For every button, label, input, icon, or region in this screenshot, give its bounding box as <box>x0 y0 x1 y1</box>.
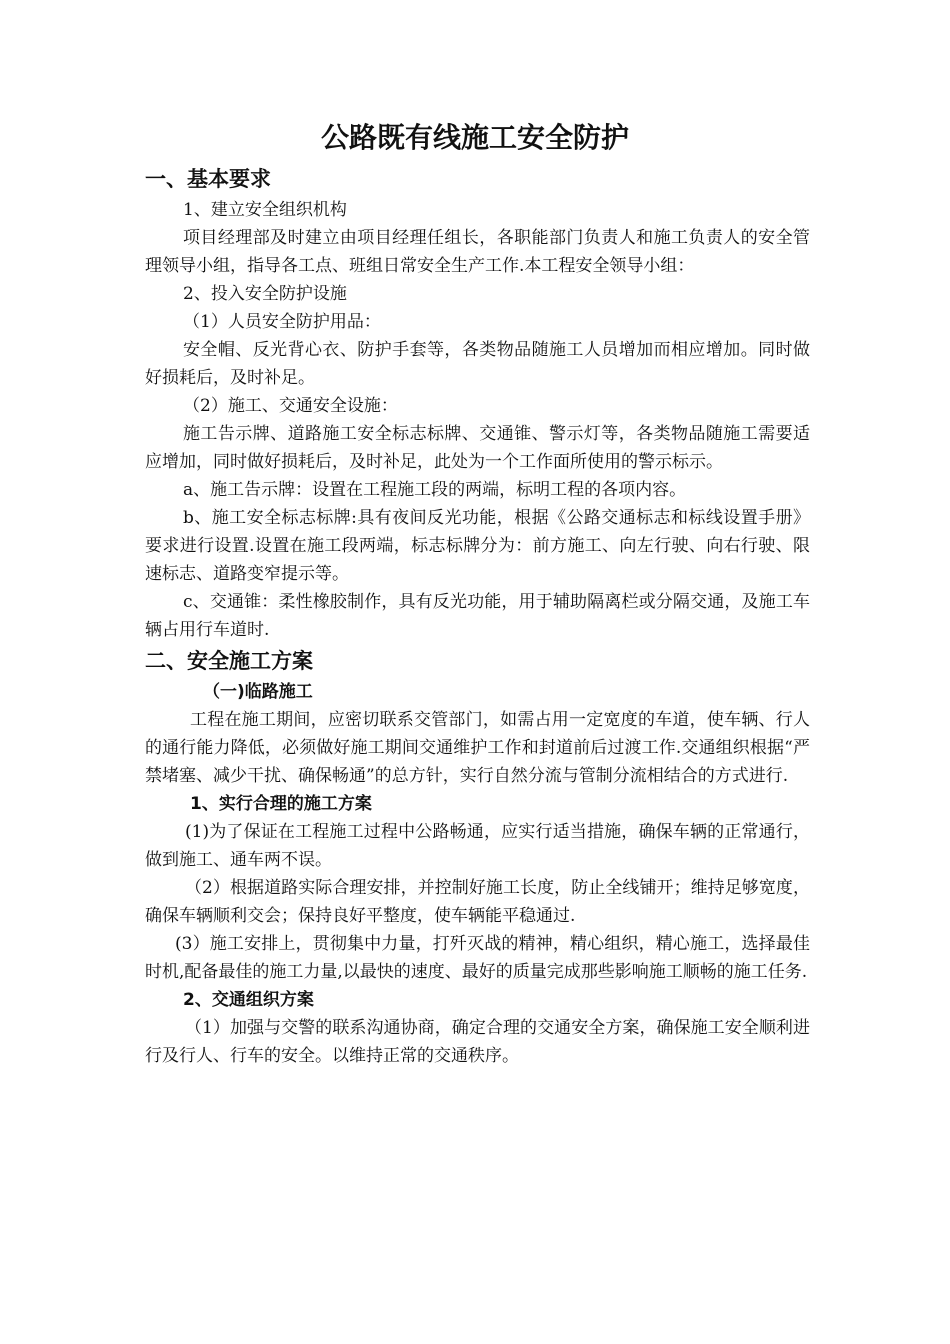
paragraph: （2）施工、交通安全设施： <box>183 396 398 416</box>
subsection-heading: 1、实行合理的施工方案 <box>190 794 372 814</box>
paragraph: c、交通锥：柔性橡胶制作，具有反光功能，用于辅助隔离栏或分隔交通，及施工车辆占用行车道时. <box>145 592 810 640</box>
paragraph: （2）根据道路实际合理安排，并控制好施工长度，防止全线铺开；维持足够宽度，确保车辆顺利交会；保持良好平整度，使车辆能平稳通过. <box>145 878 810 926</box>
paragraph: (1)为了保证在工程施工过程中公路畅通，应实行适当措施，确保车辆的正常通行，做到施工、通车两不误。 <box>145 822 810 870</box>
paragraph: （1）加强与交警的联系沟通协商，确定合理的交通安全方案，确保施工安全顺利进行及行人、行车的安全。以维持正常的交通秩序。 <box>145 1018 810 1066</box>
paragraph: a、施工告示牌：设置在工程施工段的两端，标明工程的各项内容。 <box>183 480 687 500</box>
document-body <box>145 162 810 1070</box>
paragraph: 项目经理部及时建立由项目经理任组长，各职能部门负责人和施工负责人的安全管理领导小组，指导各工点、班组日常安全生产工作.本工程安全领导小组： <box>145 228 810 276</box>
paragraph: b、施工安全标志标牌:具有夜间反光功能，根据《公路交通标志和标线设置手册》要求进行设置.设置在施工段两端，标志标牌分为：前方施工、向左行驶、向右行驶、限速标志、道路变窄提示等。 <box>145 508 810 584</box>
document-title: 公路既有线施工安全防护 <box>320 121 629 154</box>
subsection-heading: （一)临路施工 <box>203 682 313 702</box>
paragraph: 2、投入安全防护设施 <box>183 284 347 304</box>
paragraph: 工程在施工期间，应密切联系交管部门，如需占用一定宽度的车道，使车辆、行人的通行能力降低，必须做好施工期间交通维护工作和封道前后过渡工作.交通组织根据“严禁堵塞、减少干扰、确保畅通”的总方针，实行自然分流与管制分流相结合的方式进行. <box>145 710 810 786</box>
paragraph: 1、建立安全组织机构 <box>183 200 347 220</box>
paragraph: 施工告示牌、道路施工安全标志标牌、交通锥、警示灯等，各类物品随施工需要适应增加，同时做好损耗后，及时补足，此处为一个工作面所使用的警示标示。 <box>145 424 810 472</box>
section-heading: 一、基本要求 <box>145 167 271 191</box>
paragraph: （1）人员安全防护用品： <box>183 312 381 332</box>
paragraph: 安全帽、反光背心衣、防护手套等，各类物品随施工人员增加而相应增加。同时做好损耗后，及时补足。 <box>145 340 810 388</box>
section-heading: 二、安全施工方案 <box>145 649 313 673</box>
subsection-heading: 2、交通组织方案 <box>183 990 314 1010</box>
paragraph: (3）施工安排上，贯彻集中力量，打歼灭战的精神，精心组织，精心施工，选择最佳时机,配备最佳的施工力量,以最快的速度、最好的质量完成那些影响施工顺畅的施工任务. <box>145 934 810 982</box>
